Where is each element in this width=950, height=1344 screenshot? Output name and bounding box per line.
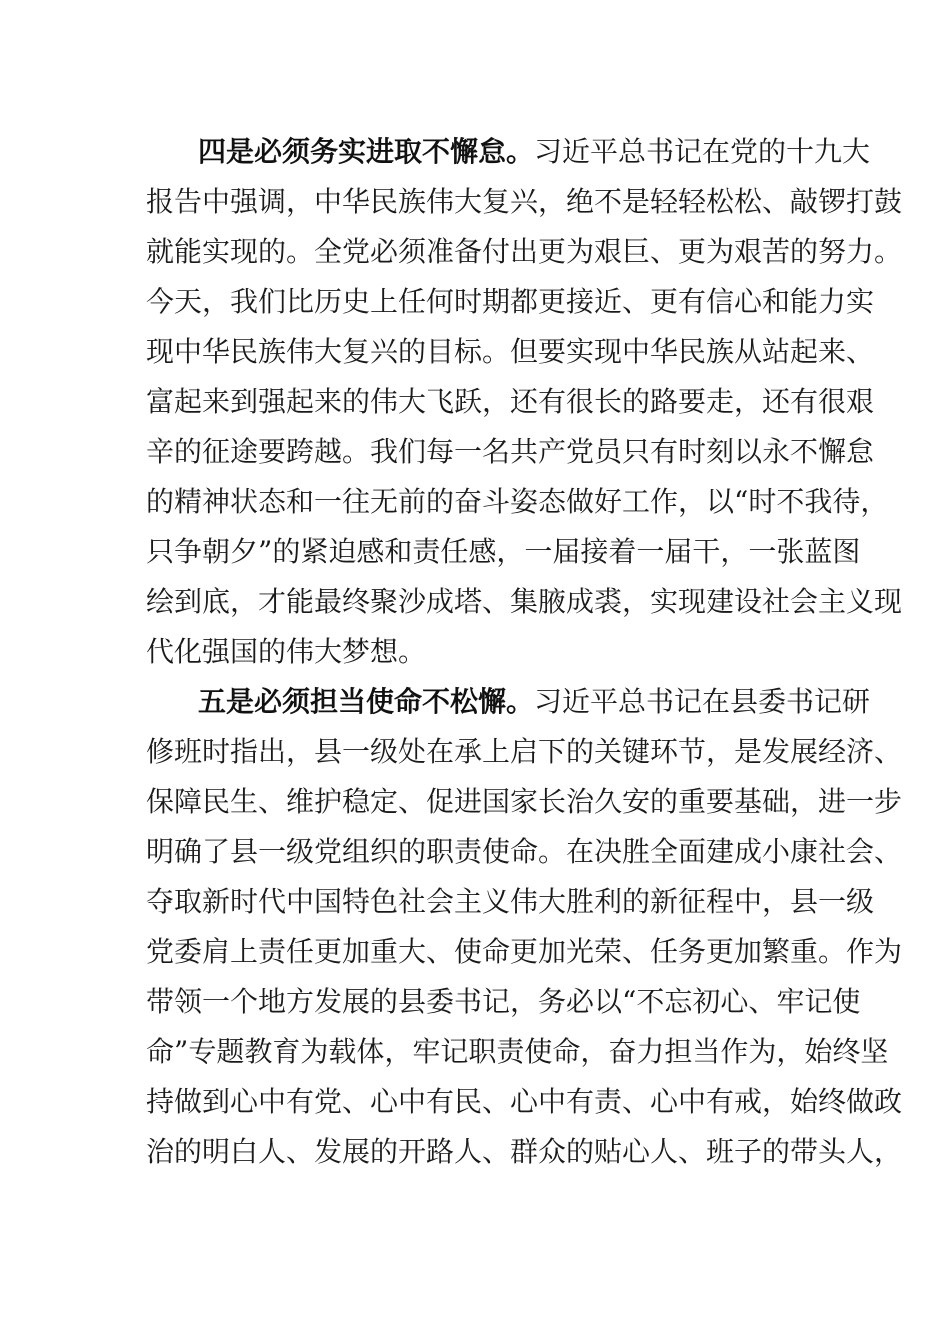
paragraph-line: 报告中强调，中华民族伟大复兴，绝不是轻轻松松、敲锣打鼓 bbox=[146, 185, 903, 218]
paragraph-line: 就能实现的。全党必须准备付出更为艰巨、更为艰苦的努力。 bbox=[146, 235, 903, 268]
paragraph-line: 带领一个地方发展的县委书记，务必以“不忘初心、牢记使 bbox=[146, 985, 861, 1018]
paragraph-line bbox=[146, 127, 871, 177]
document-body bbox=[146, 127, 903, 1177]
paragraph-line: 代化强国的伟大梦想。 bbox=[146, 635, 427, 668]
paragraph-line: 只争朝夕”的紧迫感和责任感，一届接着一届干，一张蓝图 bbox=[146, 535, 861, 568]
paragraph-heading: 五是必须担当使命不松懈。 bbox=[198, 685, 535, 718]
paragraph-line: 夺取新时代中国特色社会主义伟大胜利的新征程中，县一级 bbox=[146, 885, 875, 918]
paragraph-line: 富起来到强起来的伟大飞跃，还有很长的路要走，还有很艰 bbox=[146, 385, 875, 418]
paragraph-line: 辛的征途要跨越。我们每一名共产党员只有时刻以永不懈怠 bbox=[146, 435, 875, 468]
paragraph-line: 的精神状态和一往无前的奋斗姿态做好工作，以“时不我待， bbox=[146, 485, 889, 518]
paragraph-line: 现中华民族伟大复兴的目标。但要实现中华民族从站起来、 bbox=[146, 335, 875, 368]
paragraph-heading: 四是必须务实进取不懈怠。 bbox=[198, 135, 535, 168]
paragraph-line: 治的明白人、发展的开路人、群众的贴心人、班子的带头人， bbox=[146, 1135, 903, 1168]
paragraph-line: 党委肩上责任更加重大、使命更加光荣、任务更加繁重。作为 bbox=[146, 935, 903, 968]
paragraph-text: 习近平总书记在党的十九大 bbox=[534, 135, 871, 168]
paragraph-line: 修班时指出，县一级处在承上启下的关键环节，是发展经济、 bbox=[146, 735, 903, 768]
paragraph-line: 绘到底，才能最终聚沙成塔、集腋成裘，实现建设社会主义现 bbox=[146, 585, 903, 618]
paragraph-text: 习近平总书记在县委书记研 bbox=[534, 685, 871, 718]
paragraph-line: 命”专题教育为载体，牢记职责使命，奋力担当作为，始终坚 bbox=[146, 1035, 889, 1068]
paragraph-line: 今天，我们比历史上任何时期都更接近、更有信心和能力实 bbox=[146, 285, 875, 318]
paragraph-line bbox=[146, 677, 871, 727]
paragraph-line: 持做到心中有党、心中有民、心中有责、心中有戒，始终做政 bbox=[146, 1085, 903, 1118]
paragraph-line: 保障民生、维护稳定、促进国家长治久安的重要基础，进一步 bbox=[146, 785, 903, 818]
paragraph-line: 明确了县一级党组织的职责使命。在决胜全面建成小康社会、 bbox=[146, 835, 903, 868]
